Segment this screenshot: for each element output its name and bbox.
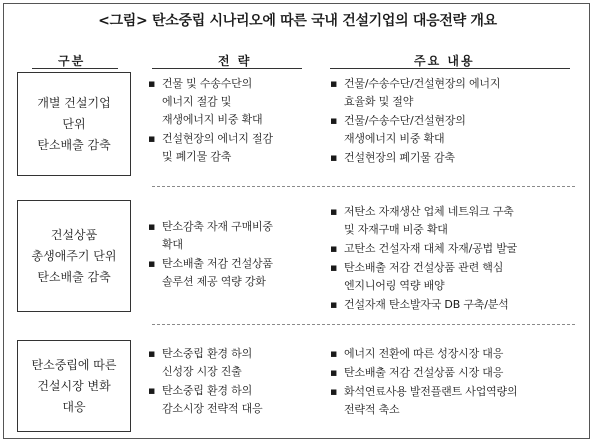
content-list-1 (330, 75, 580, 168)
strategy-item: ▪ 건설현장의 에너지 절감 및 폐기물 감축 (148, 130, 318, 166)
row-separator-1 (152, 186, 575, 187)
content-item: ▪ 탄소배출 저감 건설상품 관련 핵심 엔지니어링 역량 배양 (330, 259, 580, 295)
content-item: ▪ 건물/수송수단/건설현장의 재생에너지 비중 확대 (330, 112, 580, 148)
content-item: ▪ 고탄소 건설자재 대체 자재/공법 발굴 (330, 240, 580, 258)
row-separator-2 (152, 324, 575, 325)
content-list-2 (330, 203, 580, 315)
header-content: 주요 내용 (414, 54, 475, 68)
content-item: ▪ 저탄소 자재생산 업체 네트워크 구축 및 자재구매 비중 확대 (330, 203, 580, 239)
category-box-1: 개별 건설기업 단위 탄소배출 감축 (17, 72, 131, 176)
header-underline-category (32, 68, 118, 69)
strategy-item: ▪ 건물 및 수송수단의 에너지 절감 및 재생에너지 비중 확대 (148, 75, 318, 129)
header-underline-strategy (152, 68, 302, 69)
content-item: ▪ 건물/수송수단/건설현장의 에너지 효율화 및 절약 (330, 75, 580, 111)
strategy-list-2 (148, 218, 318, 292)
strategy-item: ▪ 탄소감축 자재 구매비중 확대 (148, 218, 318, 254)
strategy-item: ▪ 탄소중립 환경 하의 신성장 시장 진출 (148, 345, 318, 381)
figure-title: <그림> 탄소중립 시나리오에 따른 국내 건설기업의 대응전략 개요 (98, 13, 497, 29)
header-underline-content (330, 68, 570, 69)
content-item: ▪ 건설자재 탄소발자국 DB 구축/분석 (330, 296, 580, 314)
content-item: ▪ 탄소배출 저감 건설상품 시장 대응 (330, 364, 580, 382)
content-item: ▪ 건설현장의 폐기물 감축 (330, 149, 580, 167)
content-list-3 (330, 345, 580, 420)
strategy-item: ▪ 탄소배출 저감 건설상품 솔루션 제공 역량 강화 (148, 255, 318, 291)
content-item: ▪ 화석연료사용 발전플랜트 사업역량의 전략적 축소 (330, 383, 580, 419)
strategy-item: ▪ 탄소중립 환경 하의 감소시장 전략적 대응 (148, 382, 318, 418)
header-category: 구분 (58, 54, 86, 68)
strategy-list-1 (148, 75, 318, 167)
category-box-3: 탄소중립에 따른 건설시장 변화 대응 (17, 340, 131, 432)
strategy-list-3 (148, 345, 318, 419)
content-item: ▪ 에너지 전환에 따른 성장시장 대응 (330, 345, 580, 363)
header-strategy: 전 략 (218, 54, 252, 68)
category-box-2: 건설상품 총생애주기 단위 탄소배출 감축 (17, 200, 131, 312)
